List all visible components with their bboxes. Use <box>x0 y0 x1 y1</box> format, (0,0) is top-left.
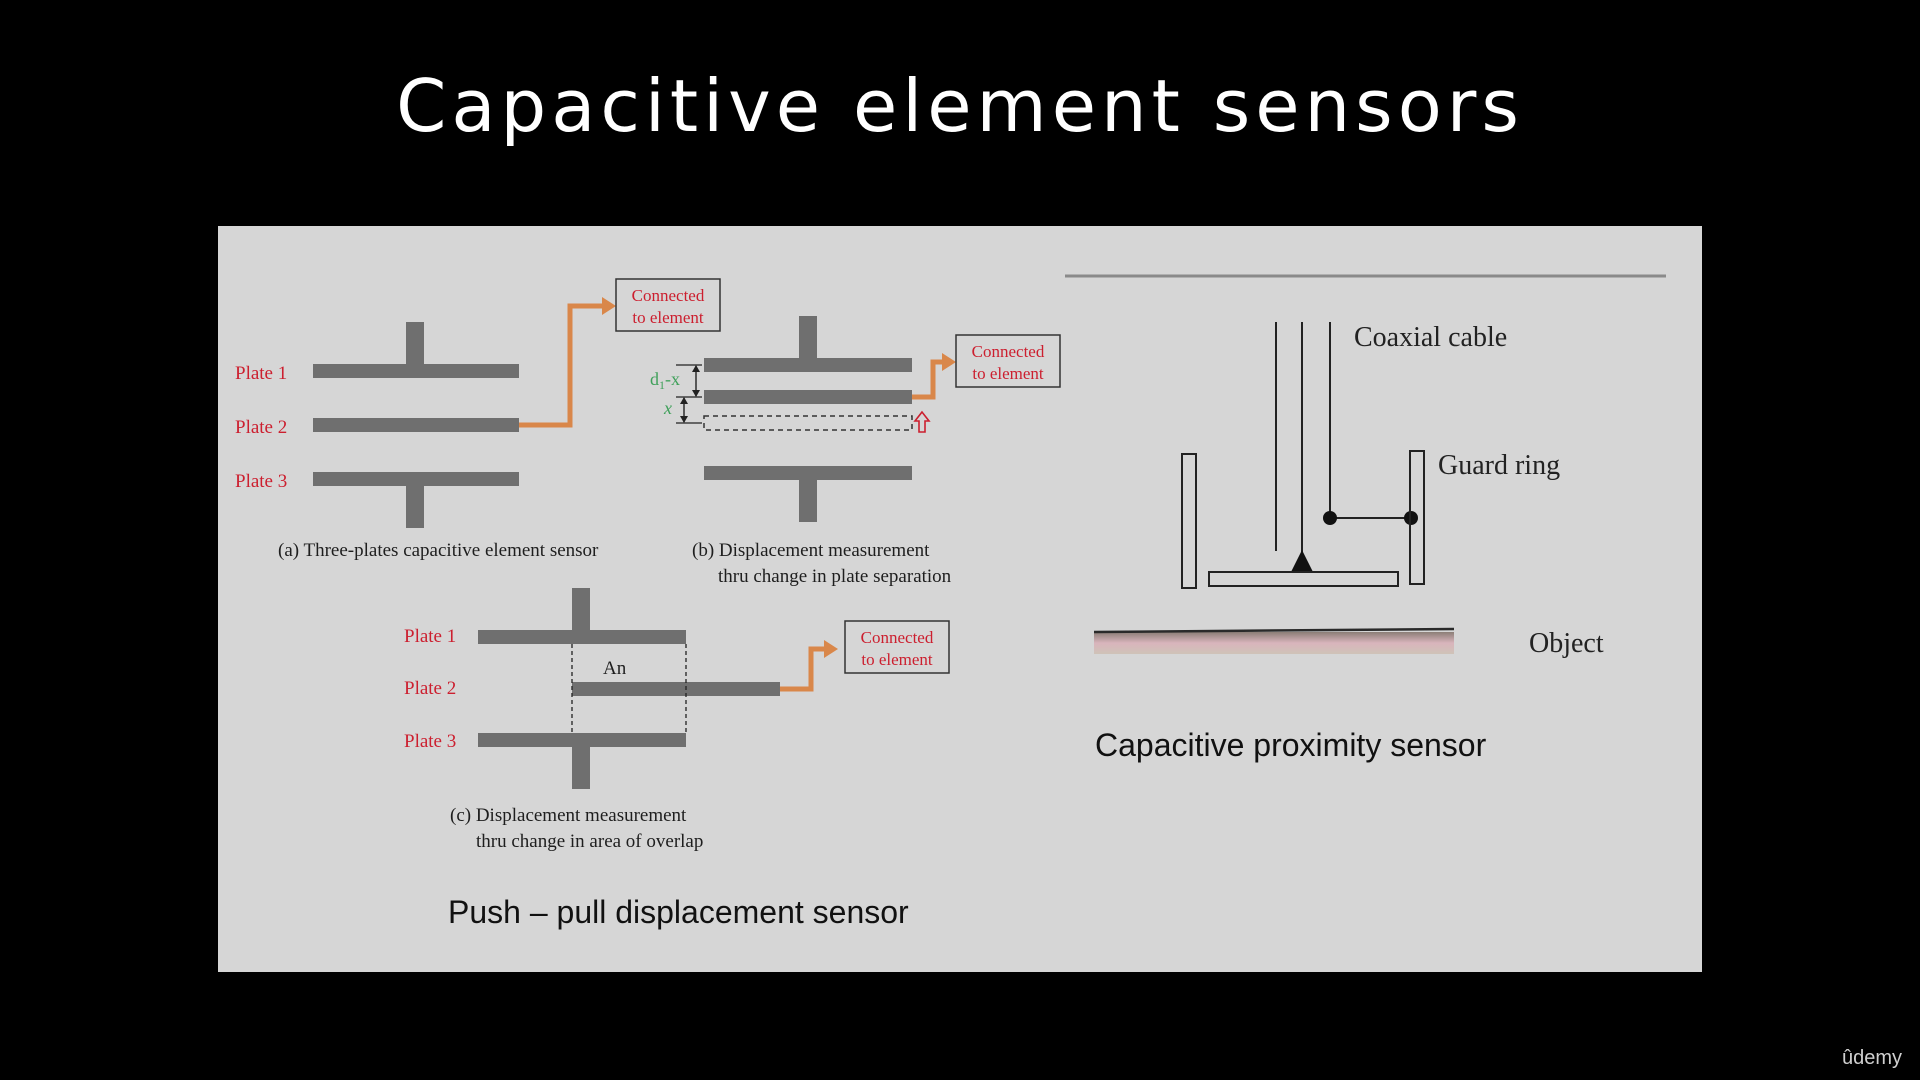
fig-c-plate-2 <box>572 682 780 696</box>
fig-c-plate-1-label: Plate 1 <box>404 626 457 647</box>
fig-c-area-label: An <box>603 658 627 679</box>
fig-a-caption: (a) Three-plates capacitive element sensor <box>278 540 599 561</box>
prox-object-edge <box>1094 629 1454 632</box>
fig-c-plate-2-label: Plate 2 <box>404 678 457 699</box>
fig-b-arrow-head <box>942 353 956 371</box>
prox-coaxial-label: Coaxial cable <box>1354 322 1508 353</box>
fig-b-plate-original-position <box>704 416 912 430</box>
fig-a-plate-2-label: Plate 2 <box>235 417 288 438</box>
fig-b-x-label: x <box>664 398 672 418</box>
fig-c-plate-3 <box>478 733 686 747</box>
fig-a-plate-1 <box>313 364 519 378</box>
fig-a-connection-arrow <box>519 306 608 425</box>
fig-b-d-label: $d_1-x$ <box>650 369 680 392</box>
prox-guard-ring-label: Guard ring <box>1438 450 1561 481</box>
prox-object-surface <box>1094 632 1454 654</box>
fig-c-caption-line2: thru change in area of overlap <box>476 831 704 852</box>
fig-b-connected-line2: to element <box>972 364 1044 383</box>
slide-title: Capacitive element sensors <box>396 64 1524 148</box>
fig-a-plate-3 <box>313 472 519 486</box>
figure-b <box>650 316 1060 587</box>
fig-a-plate-1-label: Plate 1 <box>235 363 288 384</box>
fig-b-dim-x-head-up <box>680 397 688 404</box>
fig-c-connection-arrow <box>780 649 830 689</box>
fig-c-plate-1 <box>478 630 686 644</box>
fig-a-connected-line2: to element <box>632 308 704 327</box>
fig-b-plate-3 <box>704 466 912 480</box>
prox-object-label: Object <box>1529 628 1604 659</box>
prox-electrode-apex <box>1291 550 1313 572</box>
fig-a-plate-2 <box>313 418 519 432</box>
fig-a-arrow-head <box>602 297 616 315</box>
fig-b-movement-arrow-icon <box>915 412 929 432</box>
fig-b-dim-d-head-up <box>692 365 700 372</box>
fig-b-plate-1 <box>704 358 912 372</box>
fig-b-dim-x-head-down <box>680 416 688 423</box>
fig-c-connected-line1: Connected <box>860 628 934 647</box>
push-pull-caption: Push – pull displacement sensor <box>448 894 909 930</box>
udemy-logo: ûdemy <box>1841 1047 1902 1069</box>
fig-c-arrow-head <box>824 640 838 658</box>
fig-b-bottom-stem <box>799 480 817 522</box>
diagram-canvas <box>218 226 1702 972</box>
proximity-caption: Capacitive proximity sensor <box>1095 727 1487 763</box>
fig-c-connected-line2: to element <box>861 650 933 669</box>
fig-c-bottom-stem <box>572 747 590 789</box>
fig-c-top-stem <box>572 588 590 630</box>
prox-node-left <box>1323 511 1337 525</box>
fig-b-caption-line2: thru change in plate separation <box>718 566 952 587</box>
figure-c <box>404 588 949 852</box>
fig-b-top-stem <box>799 316 817 358</box>
fig-b-caption-line1: (b) Displacement measurement <box>692 540 930 561</box>
prox-sensing-electrode <box>1209 572 1398 586</box>
fig-b-connected-line1: Connected <box>971 342 1045 361</box>
fig-b-dim-d-head-down <box>692 390 700 397</box>
fig-c-caption-line1: (c) Displacement measurement <box>450 805 687 826</box>
fig-b-plate-2 <box>704 390 912 404</box>
fig-a-connected-line1: Connected <box>631 286 705 305</box>
figure-a <box>235 279 720 561</box>
diagram-panel <box>218 226 1702 972</box>
fig-c-plate-3-label: Plate 3 <box>404 731 457 752</box>
proximity-sensor-figure <box>1065 276 1666 659</box>
fig-a-bottom-stem <box>406 486 424 528</box>
prox-guard-ring-left <box>1182 454 1196 588</box>
fig-a-plate-3-label: Plate 3 <box>235 471 288 492</box>
fig-a-top-stem <box>406 322 424 364</box>
